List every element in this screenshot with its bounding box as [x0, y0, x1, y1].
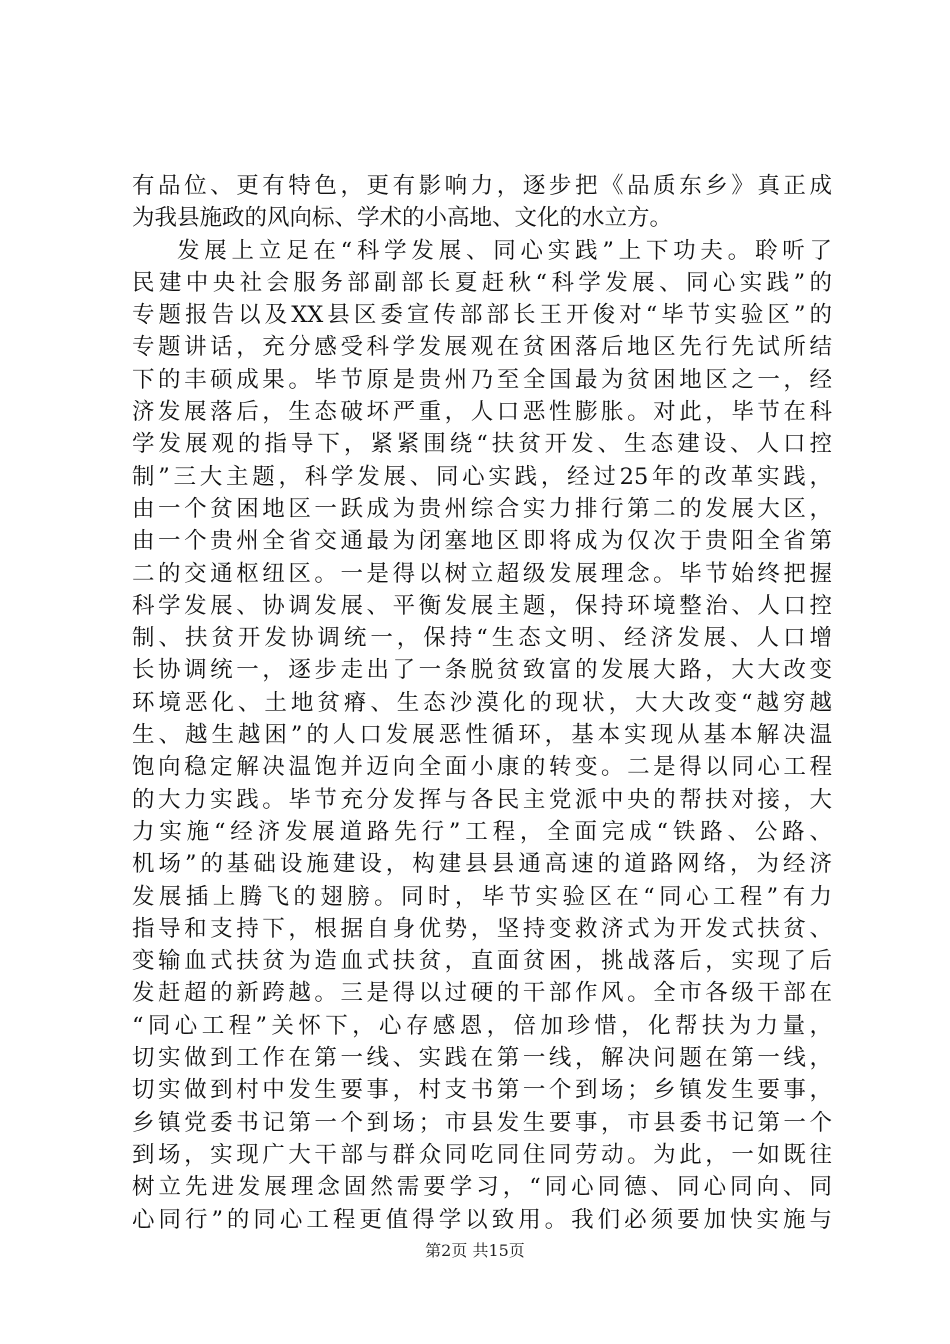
text-line: 由一个贵州全省交通最为闭塞地区即将成为仅次于贵阳全省第: [132, 528, 832, 555]
text-line: 为我县施政的风向标、学术的小高地、文化的水立方。: [132, 205, 673, 232]
text-line: 制、扶贫开发协调统一，保持“生态文明、经济发展、人口增: [132, 625, 832, 652]
text-line: 环境恶化、土地贫瘠、生态沙漠化的现状，大大改变“越穷越: [132, 689, 832, 716]
text-line: 心同行”的同心工程更值得学以致用。我们必须要加快实施与: [132, 1206, 832, 1233]
text-line: 长协调统一，逐步走出了一条脱贫致富的发展大路，大大改变: [132, 657, 832, 684]
text-line: 下的丰硕成果。毕节原是贵州乃至全国最为贫困地区之一，经: [132, 366, 832, 393]
text-line: 力实施“经济发展道路先行”工程，全面完成“铁路、公路、: [132, 818, 832, 845]
text-line: 专题报告以及XX县区委宣传部部长王开俊对“毕节实验区”的: [132, 302, 832, 329]
text-line: 树立先进发展理念固然需要学习，“同心同德、同心同向、同: [132, 1174, 832, 1201]
text-line: 生、越生越困”的人口发展恶性循环，基本实现从基本解决温: [132, 722, 832, 749]
text-line: 有品位、更有特色，更有影响力，逐步把《品质东乡》真正成: [132, 173, 832, 199]
text-line: 专题讲话，充分感受科学发展观在贫困落后地区先行先试所结: [132, 334, 832, 361]
body-text: [132, 170, 832, 1236]
text-line: “同心工程”关怀下，心存感恩，倍加珍惜，化帮扶为力量，: [132, 1012, 832, 1039]
text-line: 制”三大主题，科学发展、同心实践，经过25年的改革实践，: [132, 463, 832, 490]
text-line: 学发展观的指导下，紧紧围绕“扶贫开发、生态建设、人口控: [132, 431, 832, 458]
text-line: 切实做到村中发生要事，村支书第一个到场；乡镇发生要事，: [132, 1077, 832, 1104]
text-line: 机场”的基础设施建设，构建县县通高速的道路网络，为经济: [132, 851, 832, 878]
text-line: 济发展落后，生态破坏严重，人口恶性膨胀。对此，毕节在科: [132, 399, 832, 426]
text-line: 切实做到工作在第一线、实践在第一线，解决问题在第一线，: [132, 1045, 832, 1072]
text-line: 乡镇党委书记第一个到场；市县发生要事，市县委书记第一个: [132, 1109, 832, 1136]
text-line: 由一个贫困地区一跃成为贵州综合实力排行第二的发展大区，: [132, 495, 832, 522]
text-line: 变输血式扶贫为造血式扶贫，直面贫困，挑战落后，实现了后: [132, 948, 832, 975]
text-line: 发赶超的新跨越。三是得以过硬的干部作风。全市各级干部在: [132, 980, 832, 1007]
text-line: 民建中央社会服务部副部长夏赶秋“科学发展、同心实践”的: [132, 269, 832, 296]
text-line: 指导和支持下，根据自身优势，坚持变救济式为开发式扶贫、: [132, 915, 832, 942]
text-line: 科学发展、协调发展、平衡发展主题，保持环境整治、人口控: [132, 592, 832, 619]
page-footer: 第2页 共15页: [425, 1241, 525, 1260]
text-line: 发展上立足在“科学发展、同心实践”上下功夫。聆听了: [177, 237, 832, 264]
text-line: 饱向稳定解决温饱并迈向全面小康的转变。二是得以同心工程: [132, 754, 832, 781]
text-line: 的大力实践。毕节充分发挥与各民主党派中央的帮扶对接，大: [132, 786, 832, 813]
text-line: 二的交通枢纽区。一是得以树立超级发展理念。毕节始终把握: [132, 560, 832, 587]
text-line: 到场，实现广大干部与群众同吃同住同劳动。为此，一如既往: [132, 1141, 832, 1168]
text-line: 发展插上腾飞的翅膀。同时，毕节实验区在“同心工程”有力: [132, 883, 832, 910]
